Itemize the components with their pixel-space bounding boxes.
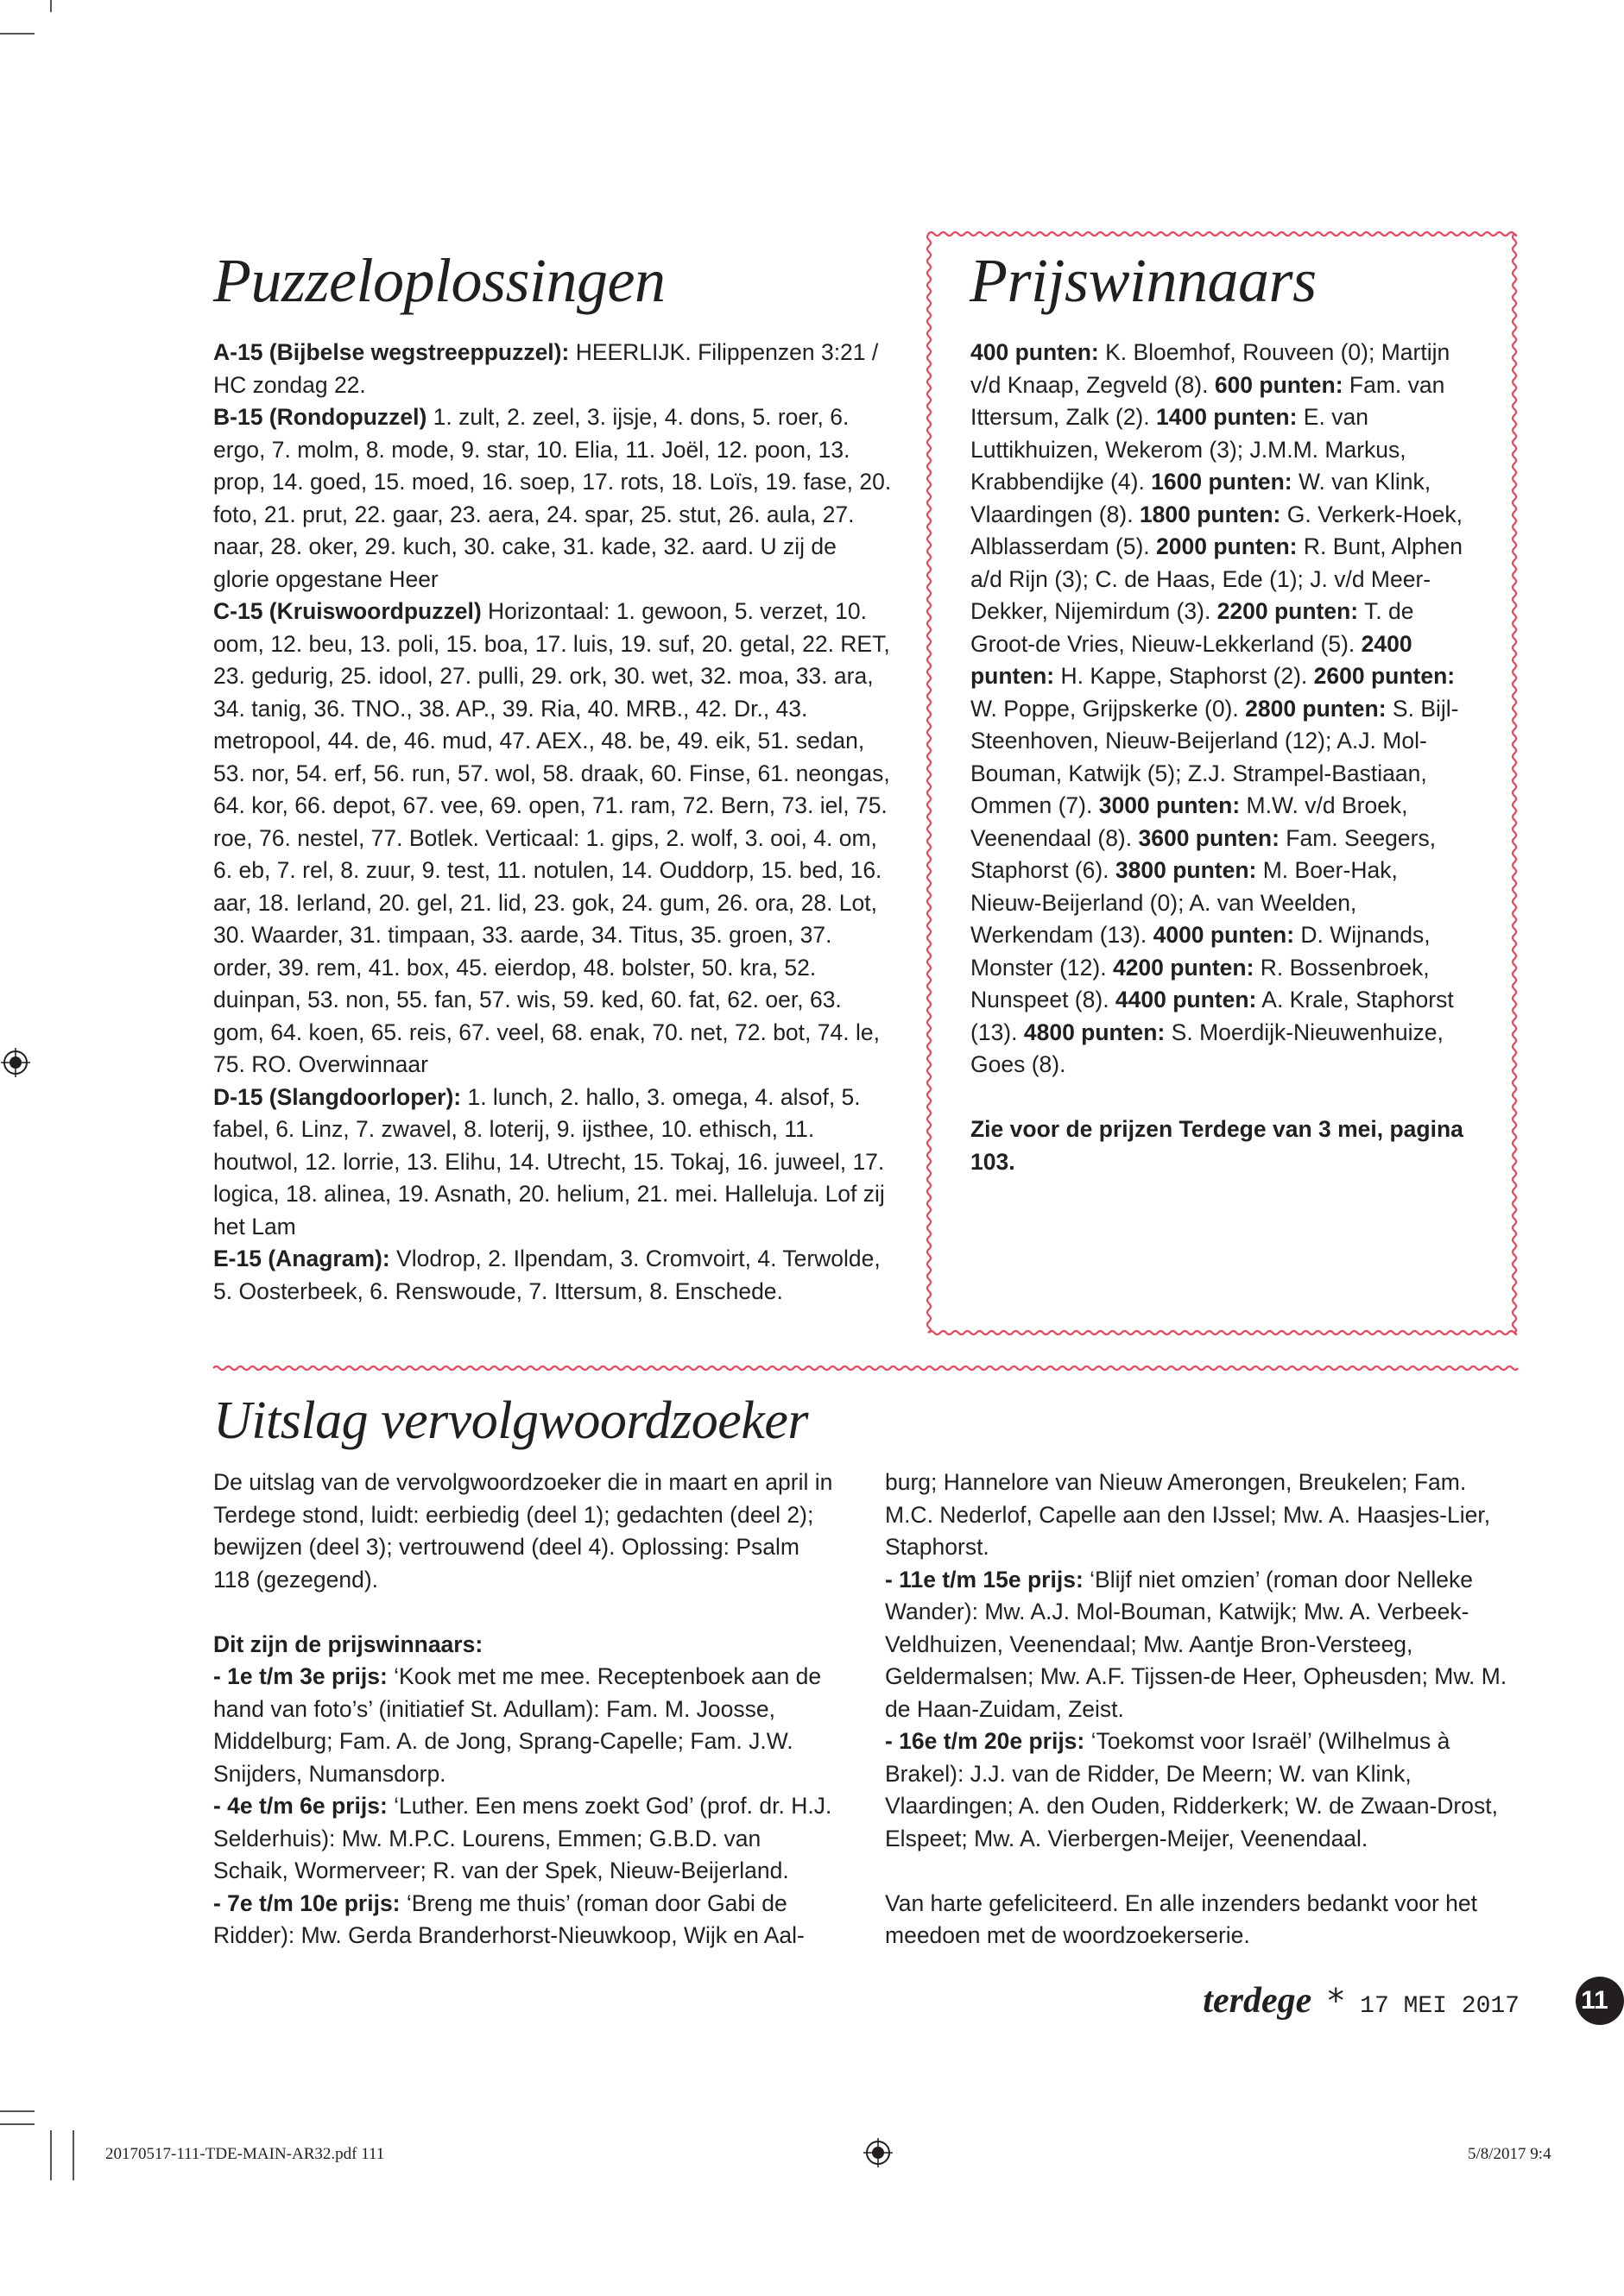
closing-text: Van harte gefeliciteerd. En alle inzenders bedankt voor het meedoen met de woordzoekerserie.: [885, 1889, 1477, 1948]
winners-heading: Dit zijn de prijswinnaars:: [213, 1631, 483, 1657]
solution-paragraph: A-15 (Bijbelse wegstreeppuzzel): HEERLIJK. Filippenzen 3:21 / HC zondag 22.: [213, 339, 879, 398]
prize-entry: - 16e t/m 20e prijs: ‘Toekomst voor Israël’ (Wilhelmus à Brakel): J.J. van de Ridder, De Meern; W. van Klink, Vlaardingen; A. den Ouden, Ridderkerk; W. de Zwaan-Drost, Elspeet; Mw. A. Vierbergen-Meijer, Veenendaal.: [885, 1728, 1498, 1851]
crop-mark: [73, 2130, 74, 2180]
section-divider: [212, 1359, 1520, 1378]
puzzle-solutions-title: Puzzeloplossingen: [213, 246, 666, 315]
solution-paragraph: D-15 (Slangdoorloper): 1. lunch, 2. hallo, 3. omega, 4. alsof, 5. fabel, 6. Linz, 7. zwavel, 8. loterij, 9. ijsthee, 10. ethisch, 11. houtwol, 12. lorrie, 13. Elihu, 14. Utrecht, 15. Tokaj, 16. juweel, 17. logica, 18. alinea, 19. Asnath, 20. helium, 21. mei. Halleluja. Lof zij het Lam: [213, 1083, 885, 1239]
prize-entry: - 7e t/m 10e prijs: ‘Breng me thuis’ (roman door Gabi de Ridder): Mw. Gerda Branderhorst-Nieuwkoop, Wijk en Aal-: [213, 1889, 805, 1948]
solution-paragraph: B-15 (Rondopuzzel) 1. zult, 2. zeel, 3. ijsje, 4. dons, 5. roer, 6. ergo, 7. molm, 8. mode, 9. star, 10. Elia, 11. Joël, 12. poon, 13. prop, 14. goed, 15. moed, 16. soep, 17. rots, 18. Loïs, 19. fase, 20. foto, 21. prut, 22. gaar, 23. aera, 24. spar, 25. stut, 26. aula, 27. naar, 28. oker, 29. kuch, 30. cake, 31. kade, 32. aard. U zij de glorie opgestane Heer: [213, 404, 892, 592]
crop-mark: [0, 33, 35, 35]
crop-mark: [50, 2130, 52, 2180]
footer-folio: [1203, 1980, 1520, 2022]
word-search-left-column: [213, 1467, 839, 1952]
registration-mark-icon: [863, 2138, 893, 2167]
prize-winners-text: [970, 337, 1471, 1178]
crop-mark: [0, 2123, 35, 2125]
crop-mark: [0, 2110, 35, 2112]
prize-entry: - 11e t/m 15e prijs: ‘Blijf niet omzien’ (roman door Nelleke Wander): Mw. A.J. Mol-Bouman, Katwijk; Mw. A. Verbeek-Veldhuizen, Veenendaal; Mw. Aantje Bron-Versteeg, Geldermalsen; Mw. A.F. Tijssen-de Heer, Opheusden; Mw. M. de Haan-Zuidam, Zeist.: [885, 1566, 1507, 1722]
word-search-result-title: Uitslag vervolgwoordzoeker: [213, 1391, 808, 1450]
page-number-badge: [1576, 1977, 1624, 2025]
prize-winners-list: 400 punten: K. Bloemhof, Rouveen (0); Martijn v/d Knaap, Zegveld (8). 600 punten: Fam. van Ittersum, Zalk (2). 1400 punten: E. van Luttikhuizen, Wekerom (3); J.M.M. Markus, Krabbendijke (4). 1600 punten: W. van Klink, Vlaardingen (8). 1800 punten: G. Verkerk-Hoek, Alblasserdam (5). 2000 punten: R. Bunt, Alphen a/d Rijn (3); C. de Haas, Ede (1); J. v/d Meer-Dekker, Nijemirdum (3). 2200 punten: T. de Groot-de Vries, Nieuw-Lekkerland (5). 2400 punten: H. Kappe, Staphorst (2). 2600 punten: W. Poppe, Grijpskerke (0). 2800 punten: S. Bijl-Steenhoven, Nieuw-Beijerland (12); A.J. Mol-Bouman, Katwijk (5); Z.J. Strampel-Bastiaan, Ommen (7). 3000 punten: M.W. v/d Broek, Veenendaal (8). 3600 punten: Fam. Seegers, Staphorst (6). 3800 punten: M. Boer-Hak, Nieuw-Beijerland (0); A. van Weelden, Werkendam (13). 4000 punten: D. Wijnands, Monster (12). 4200 punten: R. Bossenbroek, Nunspeet (8). 4400 punten: A. Krale, Staphorst (13). 4800 punten: S. Moerdijk-Nieuwenhuize, Goes (8).: [970, 339, 1463, 1077]
prize-continuation: burg; Hannelore van Nieuw Amerongen, Breukelen; Fam. M.C. Nederlof, Capelle aan den IJssel; Mw. A. Haasjes-Lier, Staphorst.: [885, 1469, 1491, 1560]
star-icon: *: [1327, 1982, 1344, 2020]
solution-paragraph: E-15 (Anagram): Vlodrop, 2. Ilpendam, 3. Cromvoirt, 4. Terwolde, 5. Oosterbeek, 6. Renswoude, 7. Ittersum, 8. Enschede.: [213, 1246, 881, 1304]
puzzle-solutions-text: [213, 337, 895, 1308]
word-search-intro: De uitslag van de vervolgwoordzoeker die in maart en april in Terdege stond, luidt: eerbiedig (deel 1); gedachten (deel 2); bewijzen (deel 3); vertrouwend (deel 4). Oplossing: Psalm 118 (gezegend).: [213, 1469, 833, 1593]
page-number: 11: [1581, 1986, 1608, 2015]
brand-logo: terdege: [1203, 1981, 1312, 2021]
print-slug-date: 5/8/2017 9:4: [1468, 2145, 1551, 2163]
prize-entry: - 1e t/m 3e prijs: ‘Kook met me mee. Receptenboek aan de hand van foto’s’ (initiatief St. Adullam): Fam. M. Joosse, Middelburg; Fam. A. de Jong, Sprang-Capelle; Fam. J.W. Snijders, Numansdorp.: [213, 1663, 822, 1787]
prize-winners-title: Prijswinnaars: [970, 246, 1317, 315]
print-slug-file: 20170517-111-TDE-MAIN-AR32.pdf 111: [105, 2145, 385, 2163]
prize-note: Zie voor de prijzen Terdege van 3 mei, pagina 103.: [970, 1116, 1463, 1175]
registration-mark-icon: [1, 1048, 30, 1077]
prize-entry: - 4e t/m 6e prijs: ‘Luther. Een mens zoekt God’ (prof. dr. H.J. Selderhuis): Mw. M.P.C. Lourens, Emmen; G.B.D. van Schaik, Wormerveer; R. van der Spek, Nieuw-Beijerland.: [213, 1793, 832, 1883]
solution-paragraph: C-15 (Kruiswoordpuzzel) Horizontaal: 1. gewoon, 5. verzet, 10. oom, 12. beu, 13. poli, 15. boa, 17. luis, 19. suf, 20. getal, 22. RET, 23. gedurig, 25. idool, 27. pulli, 29. ork, 30. wet, 32. moa, 33. ara, 34. tanig, 36. TNO., 38. AP., 39. Ria, 40. MRB., 42. Dr., 43. metropool, 44. de, 46. mud, 47. AEX., 48. be, 49. eik, 51. sedan, 53. nor, 54. erf, 56. run, 57. wol, 58. draak, 60. Finse, 61. neongas, 64. kor, 66. depot, 67. vee, 69. open, 71. ram, 72. Bern, 73. iel, 75. roe, 76. nestel, 77. Botlek. Verticaal: 1. gips, 2. wolf, 3. ooi, 4. om, 6. eb, 7. rel, 8. zuur, 9. test, 11. notulen, 14. Ouddorp, 15. bed, 16. aar, 18. Ierland, 20. gel, 21. lid, 23. gok, 24. gum, 26. ora, 28. Lot, 30. Waarder, 31. timpaan, 33. aarde, 34. Titus, 35. groen, 37. order, 39. rem, 41. box, 45. eierdop, 48. bolster, 50. kra, 52. duinpan, 53. non, 55. fan, 57. wis, 59. ked, 60. fat, 62. oer, 63. gom, 64. koen, 65. reis, 67. veel, 68. enak, 70. net, 72. bot, 74. le, 75. RO. Overwinnaar: [213, 598, 890, 1077]
issue-date: 17 MEI 2017: [1360, 1993, 1520, 2020]
word-search-right-column: [885, 1467, 1520, 1952]
crop-mark: [50, 0, 52, 12]
